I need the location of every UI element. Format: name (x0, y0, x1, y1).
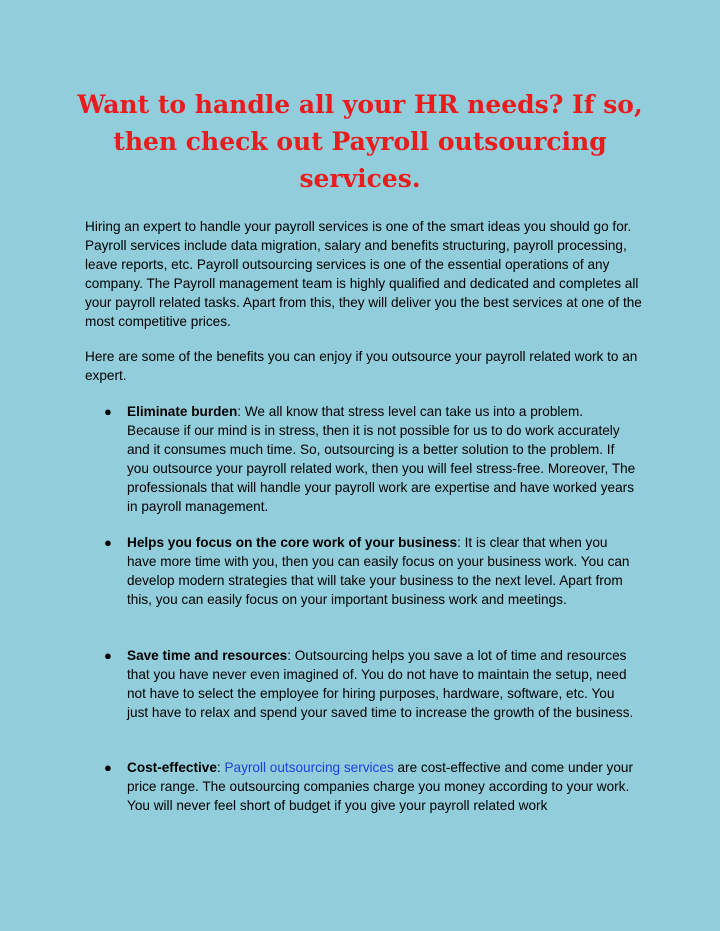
bullet-icon: ● (104, 404, 112, 419)
list-item-body: : We all know that stress level can take us into a problem. Because if our mind is in stress, then it is not possible for us to do work accurately and it consumes much time. So, outsourcing is a better solution to the problem. If you outsource your payroll related work, then you will feel stress-free. Moreover, The professionals that will handle your payroll work are expertise and have worked years in payroll management. (127, 404, 636, 514)
list-item-separator: : (216, 760, 225, 775)
list-item-text (127, 646, 639, 722)
benefits-lead-paragraph: Here are some of the benefits you can enjoy if you outsource your payroll related work to an expert. (85, 349, 638, 383)
list-item-text (127, 758, 639, 815)
list-item-body: : Outsourcing helps you save a lot of time and resources that you have never even imagined of. You do not have to maintain the setup, need not have to select the employee for hiring purposes, hardware, software, etc. You just have to relax and spend your saved time to increase the growth of the business. (127, 648, 634, 720)
list-item-text (127, 533, 639, 609)
list-item-heading: Cost-effective (127, 760, 217, 775)
list-item-body: are cost-effective and come under your price range. The outsourcing companies charge you money according to your work. You will never feel short of budget if you give your payroll related work (127, 760, 633, 813)
list-item-heading: Helps you focus on the core work of your business (127, 535, 458, 550)
payroll-outsourcing-link[interactable]: Payroll outsourcing services (224, 760, 394, 775)
bullet-icon: ● (104, 648, 112, 663)
list-item-text (127, 402, 639, 516)
list-item-body: : It is clear that when you have more time with you, then you can easily focus on your business work. You can develop modern strategies that will take your business to the next level. Apart from this, you can easily focus on your important business work and meetings. (127, 535, 630, 607)
document-title: Want to handle all your HR needs? If so, then check out Payroll outsourcing services. (77, 90, 643, 193)
intro-paragraph: Hiring an expert to handle your payroll services is one of the smart ideas you should go for. Payroll services include data migration, salary and benefits structuring, payroll processing, leave reports, etc. Payroll outsourcing services is one of the essential operations of any company. The Payroll management team is highly qualified and dedicated and completes all your payroll related tasks. Apart from this, they will deliver you the best services at one of the most competitive prices. (85, 219, 642, 329)
list-item-heading: Save time and resources (127, 648, 288, 663)
bullet-icon: ● (104, 535, 112, 550)
bullet-icon: ● (104, 760, 112, 775)
list-item-heading: Eliminate burden (127, 404, 238, 419)
